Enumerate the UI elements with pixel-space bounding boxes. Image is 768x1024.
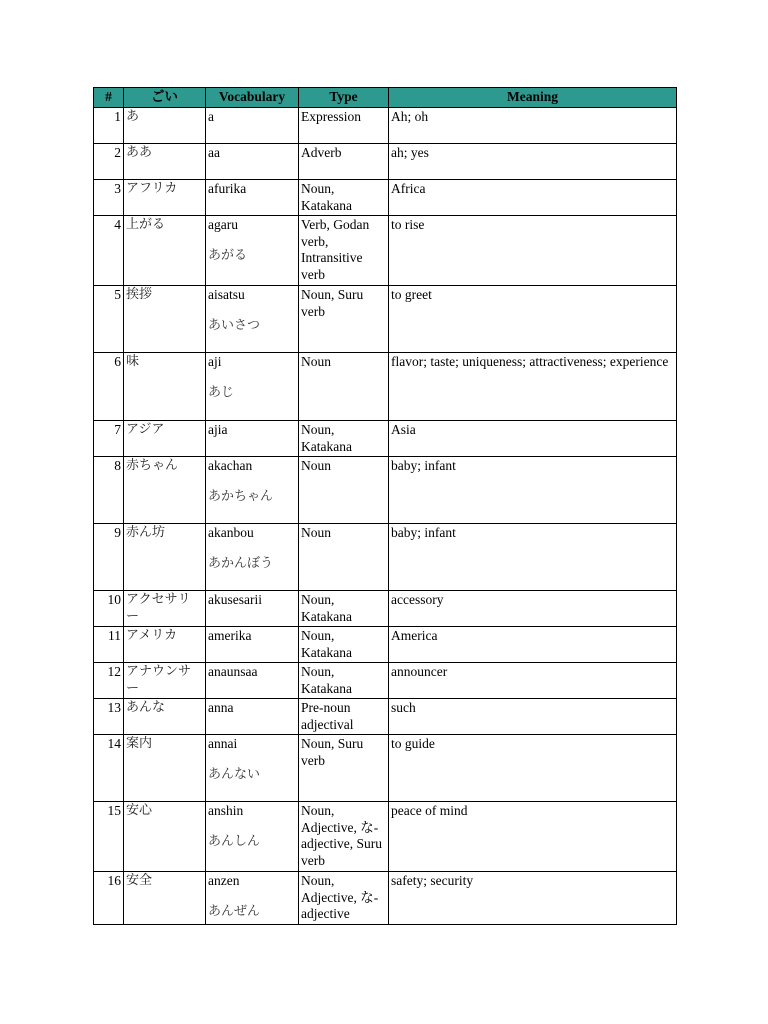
table-row	[94, 802, 677, 872]
vocabulary-table	[93, 87, 677, 925]
kana-reading: あかちゃん	[208, 488, 274, 504]
meaning-cell: to rise	[389, 216, 677, 286]
meaning-cell: accessory	[389, 591, 677, 627]
row-number: 15	[94, 802, 124, 872]
meaning-cell: baby; infant	[389, 524, 677, 591]
header-goi: ごい	[124, 88, 206, 108]
table-row	[94, 699, 677, 735]
header-meaning: Meaning	[389, 88, 677, 108]
kana-reading: あんしん	[208, 833, 261, 849]
meaning-cell: ah; yes	[389, 144, 677, 180]
kana-reading: あいさつ	[208, 317, 261, 333]
meaning-cell: Africa	[389, 180, 677, 216]
type-cell: Noun, Katakana	[299, 421, 389, 457]
meaning-cell: America	[389, 627, 677, 663]
table-row	[94, 353, 677, 421]
meaning-cell: peace of mind	[389, 802, 677, 872]
vocabulary-cell	[206, 180, 299, 216]
table-row	[94, 144, 677, 180]
row-number: 8	[94, 457, 124, 524]
meaning-cell: Asia	[389, 421, 677, 457]
goi-cell: アフリカ	[124, 180, 206, 216]
romaji-text: anna	[208, 700, 234, 715]
meaning-cell: safety; security	[389, 872, 677, 925]
row-number: 9	[94, 524, 124, 591]
goi-cell: 安心	[124, 802, 206, 872]
row-number: 14	[94, 735, 124, 802]
type-cell: Noun, Suru verb	[299, 735, 389, 802]
vocabulary-cell	[206, 144, 299, 180]
type-cell: Noun, Katakana	[299, 663, 389, 699]
type-cell: Noun	[299, 353, 389, 421]
romaji-text: anaunsaa	[208, 664, 258, 679]
row-number: 2	[94, 144, 124, 180]
type-cell: Noun	[299, 457, 389, 524]
vocabulary-cell	[206, 735, 299, 802]
table-row	[94, 627, 677, 663]
meaning-cell: to greet	[389, 286, 677, 353]
vocabulary-cell	[206, 108, 299, 144]
kana-reading: あかんぼう	[208, 555, 274, 571]
goi-cell: ああ	[124, 144, 206, 180]
vocabulary-cell	[206, 699, 299, 735]
romaji-text: akachan	[208, 458, 253, 473]
vocabulary-cell	[206, 216, 299, 286]
row-number: 10	[94, 591, 124, 627]
kana-reading: あんない	[208, 766, 261, 782]
romaji-text: ajia	[208, 422, 228, 437]
row-number: 6	[94, 353, 124, 421]
table-header-row	[94, 88, 677, 108]
goi-cell: あ	[124, 108, 206, 144]
romaji-text: aa	[208, 145, 220, 160]
goi-cell: 赤ん坊	[124, 524, 206, 591]
vocabulary-cell	[206, 802, 299, 872]
vocabulary-cell	[206, 627, 299, 663]
table-row	[94, 591, 677, 627]
table-row	[94, 457, 677, 524]
goi-cell: アジア	[124, 421, 206, 457]
row-number: 4	[94, 216, 124, 286]
kana-reading: あんぜん	[208, 903, 261, 919]
goi-cell: あんな	[124, 699, 206, 735]
type-cell: Noun, Katakana	[299, 627, 389, 663]
type-cell: Noun, Adjective, な-adjective, Suru verb	[299, 802, 389, 872]
goi-cell: アナウンサー	[124, 663, 206, 699]
vocabulary-cell	[206, 421, 299, 457]
table-row	[94, 872, 677, 925]
row-number: 12	[94, 663, 124, 699]
row-number: 3	[94, 180, 124, 216]
goi-cell: 挨拶	[124, 286, 206, 353]
goi-cell: アクセサリー	[124, 591, 206, 627]
romaji-text: akanbou	[208, 525, 254, 540]
romaji-text: anzen	[208, 873, 240, 888]
romaji-text: aisatsu	[208, 287, 245, 302]
romaji-text: aji	[208, 354, 222, 369]
goi-cell: 上がる	[124, 216, 206, 286]
romaji-text: a	[208, 109, 214, 124]
meaning-cell: announcer	[389, 663, 677, 699]
goi-cell: 案内	[124, 735, 206, 802]
row-number: 5	[94, 286, 124, 353]
vocabulary-cell	[206, 524, 299, 591]
vocabulary-cell	[206, 457, 299, 524]
table-row	[94, 735, 677, 802]
table-row	[94, 108, 677, 144]
romaji-text: annai	[208, 736, 238, 751]
type-cell: Pre-noun adjectival	[299, 699, 389, 735]
type-cell: Verb, Godan verb, Intransitive verb	[299, 216, 389, 286]
romaji-text: amerika	[208, 628, 252, 643]
table-row	[94, 421, 677, 457]
row-number: 16	[94, 872, 124, 925]
row-number: 7	[94, 421, 124, 457]
romaji-text: afurika	[208, 181, 247, 196]
header-num: #	[94, 88, 124, 108]
header-type: Type	[299, 88, 389, 108]
meaning-cell: baby; infant	[389, 457, 677, 524]
kana-reading: あじ	[208, 384, 235, 400]
romaji-text: agaru	[208, 217, 238, 232]
table-row	[94, 180, 677, 216]
goi-cell: アメリカ	[124, 627, 206, 663]
type-cell: Noun, Suru verb	[299, 286, 389, 353]
kana-reading: あがる	[208, 247, 248, 263]
vocabulary-cell	[206, 591, 299, 627]
type-cell: Noun	[299, 524, 389, 591]
vocabulary-cell	[206, 872, 299, 925]
type-cell: Noun, Adjective, な-adjective	[299, 872, 389, 925]
type-cell: Adverb	[299, 144, 389, 180]
type-cell: Noun, Katakana	[299, 180, 389, 216]
header-vocabulary: Vocabulary	[206, 88, 299, 108]
meaning-cell: flavor; taste; uniqueness; attractiveness; experience	[389, 353, 677, 421]
vocabulary-cell	[206, 286, 299, 353]
type-cell: Noun, Katakana	[299, 591, 389, 627]
table-row	[94, 524, 677, 591]
meaning-cell: such	[389, 699, 677, 735]
row-number: 1	[94, 108, 124, 144]
vocabulary-cell	[206, 663, 299, 699]
row-number: 11	[94, 627, 124, 663]
goi-cell: 赤ちゃん	[124, 457, 206, 524]
type-cell: Expression	[299, 108, 389, 144]
romaji-text: akusesarii	[208, 592, 262, 607]
table-row	[94, 663, 677, 699]
row-number: 13	[94, 699, 124, 735]
table-row	[94, 286, 677, 353]
table-row	[94, 216, 677, 286]
meaning-cell: to guide	[389, 735, 677, 802]
goi-cell: 安全	[124, 872, 206, 925]
goi-cell: 味	[124, 353, 206, 421]
meaning-cell: Ah; oh	[389, 108, 677, 144]
romaji-text: anshin	[208, 803, 244, 818]
vocabulary-cell	[206, 353, 299, 421]
